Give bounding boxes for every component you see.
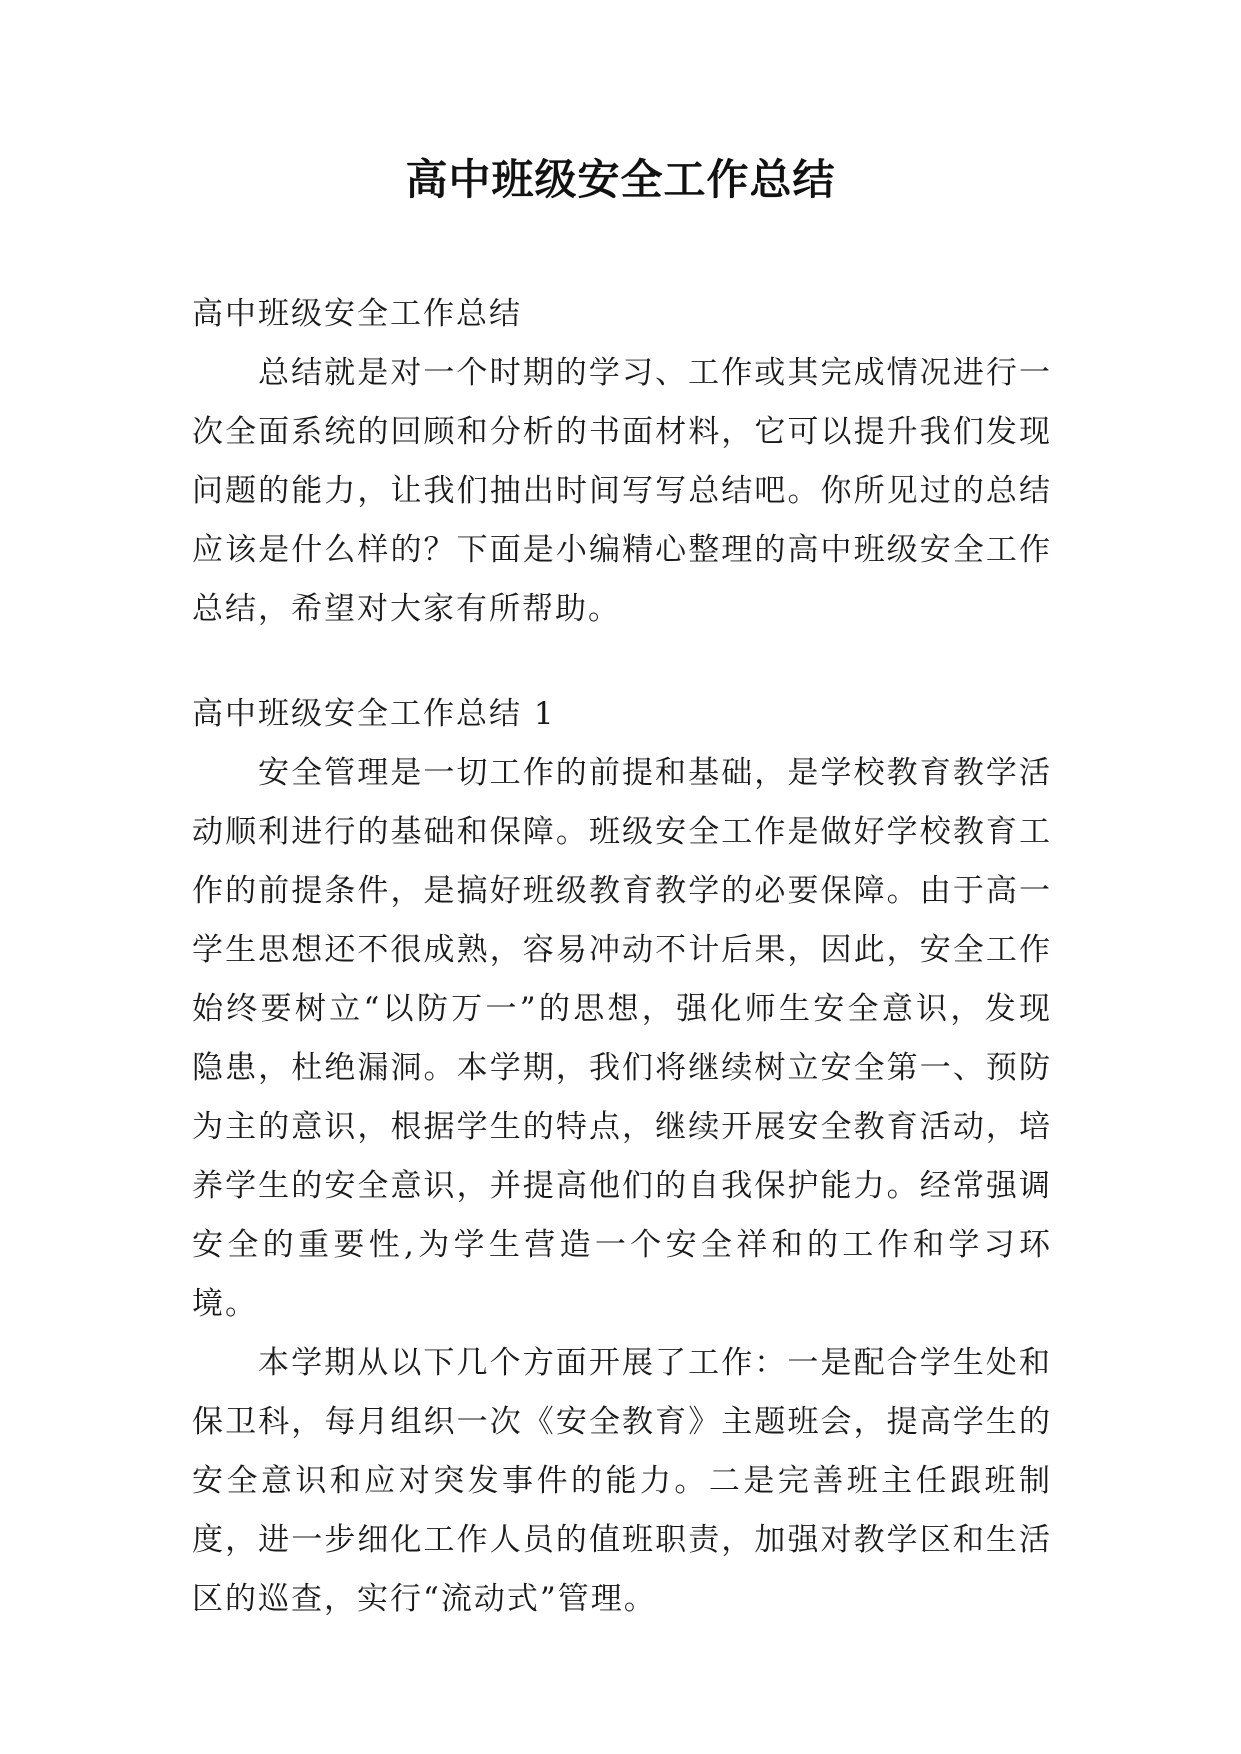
section-1-paragraph-1: 安全管理是一切工作的前提和基础，是学校教育教学活动顺利进行的基础和保障。班级安全工作是做好学校教育工作的前提条件，是搞好班级教育教学的必要保障。由于高一学生思想还不很成熟，容易冲动不计后果，因此，安全工作始终要树立“以防万一”的思想，强化师生安全意识，发现隐患，杜绝漏洞。本学期，我们将继续树立安全第一、预防为主的意识，根据学生的特点，继续开展安全教育活动，培养学生的安全意识，并提高他们的自我保护能力。经常强调安全的重要性,为学生营造一个安全祥和的工作和学习环境。 — [192, 755, 1052, 1322]
intro-paragraph: 总结就是对一个时期的学习、工作或其完成情况进行一次全面系统的回顾和分析的书面材料，它可以提升我们发现问题的能力，让我们抽出时间写写总结吧。你所见过的总结应该是什么样的？下面是小编精心整理的高中班级安全工作总结，希望对大家有所帮助。 — [192, 355, 1052, 627]
section-1-heading: 高中班级安全工作总结 1 — [192, 696, 556, 732]
document-title: 高中班级安全工作总结 — [405, 155, 836, 204]
intro-section — [192, 285, 1052, 639]
section-1-paragraph-2: 本学期从以下几个方面开展了工作：一是配合学生处和保卫科，每月组织一次《安全教育》主题班会，提高学生的安全意识和应对突发事件的能力。二是完善班主任跟班制度，进一步细化工作人员的值班职责，加强对教学区和生活区的巡查，实行“流动式”管理。 — [192, 1345, 1052, 1617]
intro-heading: 高中班级安全工作总结 — [192, 296, 522, 332]
section-1 — [192, 685, 1052, 1629]
